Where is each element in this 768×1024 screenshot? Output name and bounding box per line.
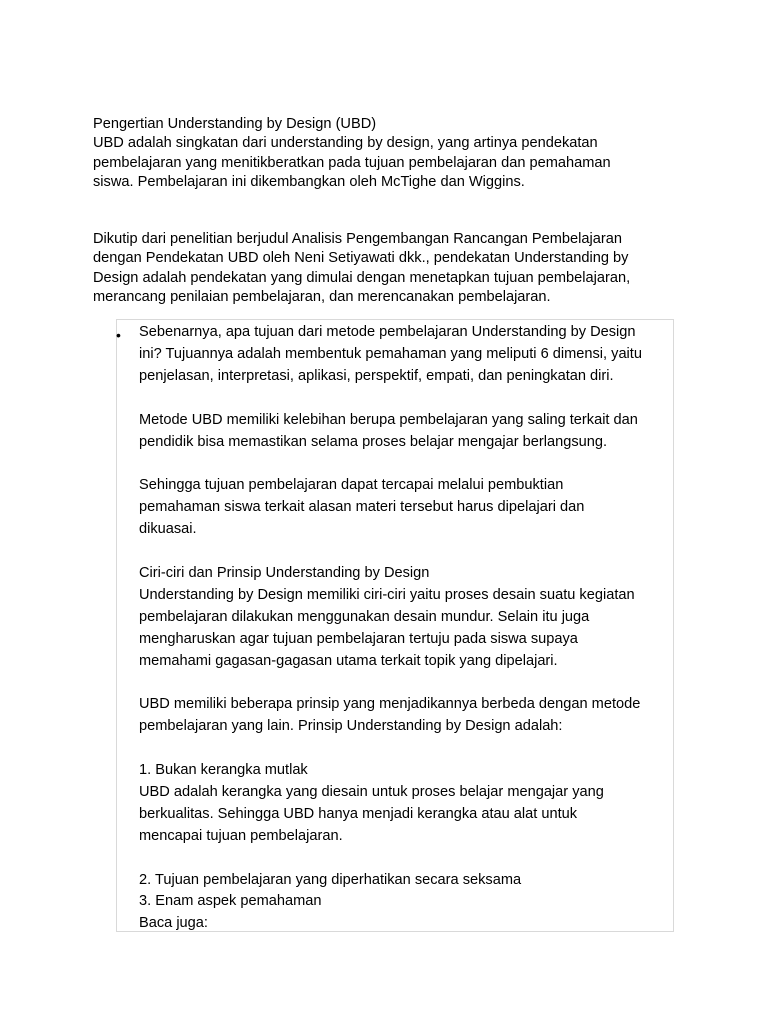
section-title: Pengertian Understanding by Design (UBD): [93, 116, 377, 132]
bullet-line: memahami gagasan-gagasan utama terkait topik yang dipelajari.: [139, 652, 558, 669]
bullet-line: Sebenarnya, apa tujuan dari metode pembelajaran Understanding by Design: [139, 324, 636, 340]
bullet-line: pembelajaran yang lain. Prinsip Understanding by Design adalah:: [139, 718, 563, 735]
bullet-line: dikuasai.: [139, 521, 197, 538]
principle-title: 1. Bukan kerangka mutlak: [139, 762, 308, 779]
dikutip-section: [93, 230, 693, 307]
dikutip-line: dengan Pendekatan UBD oleh Neni Setiyawati dkk., pendekatan Understanding by: [93, 250, 629, 267]
paragraph-spacer: [139, 388, 679, 410]
bullet-line: UBD memiliki beberapa prinsip yang menjadikannya berbeda dengan metode: [139, 696, 641, 713]
bullet-content: [139, 322, 679, 935]
bullet-line: berkualitas. Sehingga UBD hanya menjadi kerangka atau alat untuk: [139, 805, 578, 822]
bullet-list-box: [116, 319, 674, 932]
principle-title: 3. Enam aspek pemahaman: [139, 893, 322, 910]
ciri-heading: Ciri-ciri dan Prinsip Understanding by Design: [139, 564, 430, 581]
bullet-line: UBD adalah kerangka yang diesain untuk proses belajar mengajar yang: [139, 783, 604, 800]
bullet-line: mencapai tujuan pembelajaran.: [139, 827, 343, 844]
dikutip-line: Dikutip dari penelitian berjudul Analisis Pengembangan Rancangan Pembelajaran: [93, 231, 622, 247]
bullet-line: pendidik bisa memastikan selama proses belajar mengajar berlangsung.: [139, 433, 608, 450]
bullet-line: Metode UBD memiliki kelebihan berupa pembelajaran yang saling terkait dan: [139, 411, 638, 428]
bullet-line: Understanding by Design memiliki ciri-ciri yaitu proses desain suatu kegiatan: [139, 586, 635, 603]
paragraph-spacer: [139, 848, 679, 870]
paragraph-spacer: [139, 672, 679, 694]
baca-juga-label: Baca juga:: [139, 915, 208, 932]
paragraph-spacer: [139, 738, 679, 760]
paragraph-spacer: [139, 541, 679, 563]
bullet-line: ini? Tujuannya adalah membentuk pemahaman yang meliputi 6 dimensi, yaitu: [139, 345, 642, 362]
dikutip-line: merancang penilaian pembelajaran, dan merencanakan pembelajaran.: [93, 288, 551, 305]
bullet-marker: •: [116, 327, 121, 343]
bullet-line: pemahaman siswa terkait alasan materi tersebut harus dipelajari dan: [139, 499, 585, 516]
bullet-line: Sehingga tujuan pembelajaran dapat tercapai melalui pembuktian: [139, 477, 564, 494]
intro-line: UBD adalah singkatan dari understanding by design, yang artinya pendekatan: [93, 135, 598, 152]
bullet-line: mengharuskan agar tujuan pembelajaran tertuju pada siswa supaya: [139, 630, 578, 647]
bullet-line: penjelasan, interpretasi, aplikasi, perspektif, empati, dan peningkatan diri.: [139, 367, 614, 384]
paragraph-spacer: [139, 453, 679, 475]
intro-line: siswa. Pembelajaran ini dikembangkan oleh McTighe dan Wiggins.: [93, 173, 525, 190]
intro-section: [93, 115, 693, 192]
bullet-line: pembelajaran dilakukan menggunakan desain mundur. Selain itu juga: [139, 608, 590, 625]
principle-title: 2. Tujuan pembelajaran yang diperhatikan secara seksama: [139, 871, 522, 888]
intro-line: pembelajaran yang menitikberatkan pada tujuan pembelajaran dan pemahaman: [93, 154, 611, 171]
dikutip-line: Design adalah pendekatan yang dimulai dengan menetapkan tujuan pembelajaran,: [93, 269, 631, 286]
